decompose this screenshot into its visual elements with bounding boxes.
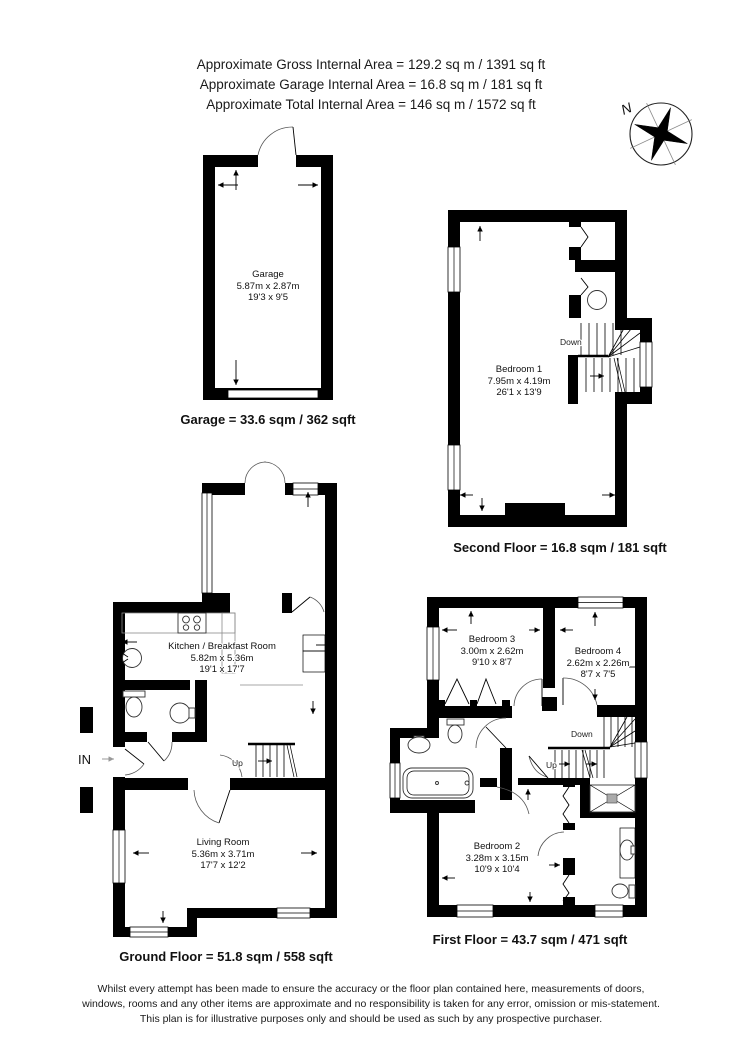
garage-door	[258, 127, 296, 155]
wc-basin-icon	[170, 703, 195, 723]
bedroom4-dims-imperial: 8'7 x 7'5	[580, 669, 616, 680]
french-doors	[245, 462, 285, 483]
first-floor-plan	[383, 588, 668, 933]
bedroom2-name: Bedroom 2	[473, 841, 521, 852]
wc-toilet-icon	[123, 691, 145, 717]
bathroom-basin-icon	[408, 736, 430, 753]
living-room-dims-metric: 5.36m x 3.71m	[191, 849, 255, 860]
bedroom1-dims-metric: 7.95m x 4.19m	[487, 376, 551, 387]
header-total-area: Approximate Total Internal Area = 146 sq m / 1572 sq ft	[206, 97, 536, 112]
garage-door-panel	[228, 390, 318, 398]
bedroom2-dims-metric: 3.28m x 3.15m	[465, 853, 529, 864]
disclaimer-line-2: windows, rooms and any other items are approximate and no responsibility is taken for any error, omission or mis-statement.	[82, 998, 660, 1010]
disclaimer-line-1: Whilst every attempt has been made to ensure the accuracy or the floor plan contained here, measurements of doors,	[97, 983, 645, 995]
bathtub-icon	[403, 768, 473, 798]
ground-floor-stairs-label: Up	[232, 758, 243, 768]
second-floor-stairs	[578, 323, 640, 392]
garage-floorplan	[190, 118, 350, 433]
bathroom-toilet-icon	[447, 719, 464, 743]
first-floor-stairs-up-label: Up	[546, 760, 557, 770]
ground-floor-stairs	[248, 744, 297, 777]
kitchen-sink-icon	[122, 649, 142, 668]
bedroom2-dims-imperial: 10'9 x 10'4	[474, 864, 520, 875]
compass-star	[635, 108, 688, 161]
bedroom1-dims-imperial: 26'1 x 13'9	[496, 387, 542, 398]
second-floor-walls	[448, 210, 652, 527]
bedroom3-dims-metric: 3.00m x 2.62m	[460, 646, 524, 657]
compass-north-label: N	[618, 99, 635, 118]
bedroom2-closet-doors	[563, 787, 569, 901]
ground-floor-caption: Ground Floor = 51.8 sqm / 558 sqft	[119, 949, 333, 964]
hob-icon	[178, 613, 206, 633]
garage-dims-metric: 5.87m x 2.87m	[236, 281, 300, 292]
garage-caption: Garage = 33.6 sqm / 362 sqft	[180, 412, 356, 427]
bedroom3-name: Bedroom 3	[468, 634, 516, 645]
header-garage-area: Approximate Garage Internal Area = 16.8 sq m / 181 sq ft	[199, 77, 543, 92]
garage-dims-imperial: 19'3 x 9'5	[247, 292, 289, 303]
water-tank	[588, 291, 607, 310]
first-floor-stairs	[548, 717, 635, 778]
garage-room-name: Garage	[252, 269, 284, 280]
bedroom4-dims-metric: 2.62m x 2.26m	[566, 658, 630, 669]
second-floor-stairs-label: Down	[560, 337, 582, 347]
first-floor-stairs-down-label: Down	[571, 729, 593, 739]
bedroom1-name: Bedroom 1	[495, 364, 543, 375]
kitchen-dims-metric: 5.82m x 5.36m	[190, 653, 254, 664]
entrance-in-label: IN	[78, 752, 91, 767]
vanity-basin-icon	[620, 828, 635, 878]
understairs-cupboard	[303, 635, 325, 672]
living-room-name: Living Room	[196, 837, 250, 848]
first-floor-doors	[473, 678, 597, 856]
shower-icon	[590, 785, 635, 812]
ground-floor-plan	[70, 455, 350, 950]
second-floor-caption: Second Floor = 16.8 sqm / 181 sqft	[453, 540, 667, 555]
first-floor-caption: First Floor = 43.7 sqm / 471 sqft	[432, 932, 628, 947]
header-gross-area: Approximate Gross Internal Area = 129.2 sq m / 1391 sq ft	[196, 57, 546, 72]
compass-icon	[615, 78, 710, 173]
living-room-dims-imperial: 17'7 x 12'2	[200, 860, 246, 871]
ensuite-toilet-icon	[612, 884, 635, 898]
kitchen-dims-imperial: 19'1 x 17'7	[199, 664, 245, 675]
kitchen-name: Kitchen / Breakfast Room	[168, 641, 276, 652]
second-floor-plan	[440, 195, 660, 535]
bedroom4-name: Bedroom 4	[574, 646, 622, 657]
bedroom3-dims-imperial: 9'10 x 8'7	[471, 657, 513, 668]
disclaimer-line-3: This plan is for illustrative purposes only and should be used as such by any prospective purchaser.	[139, 1013, 603, 1025]
